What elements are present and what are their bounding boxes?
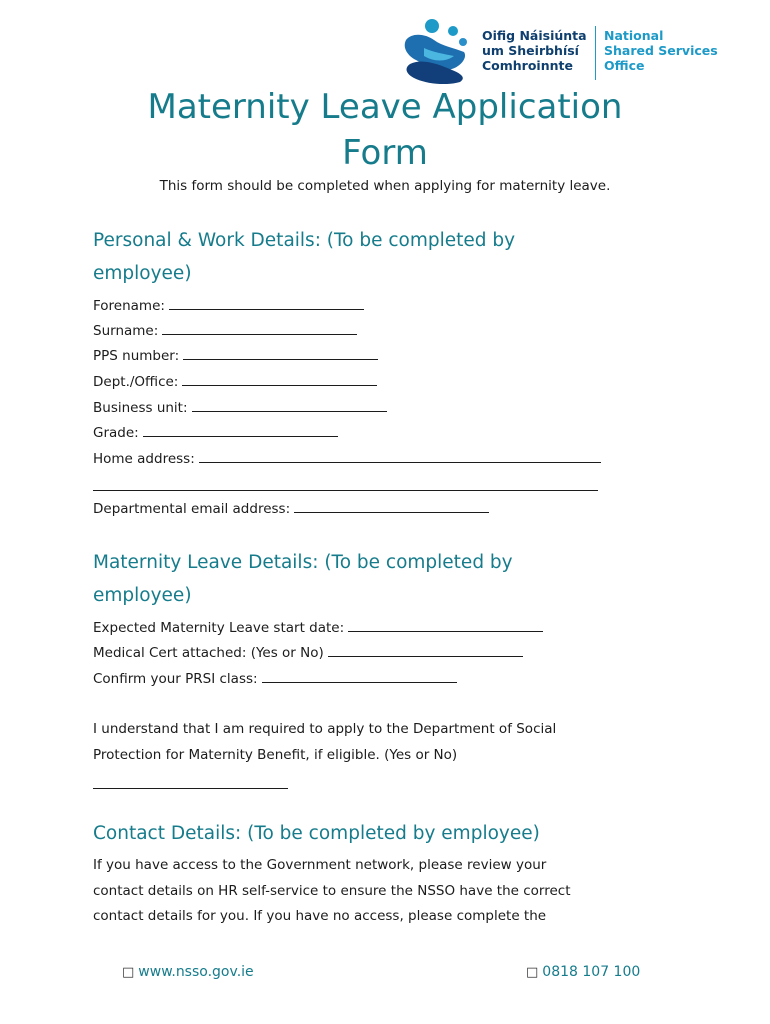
- pps-input[interactable]: [183, 347, 378, 360]
- prsi-label: Confirm your PRSI class:: [93, 671, 258, 687]
- nsso-logo-mark-icon: [402, 18, 472, 84]
- nsso-logo: [402, 18, 722, 88]
- footer-website: [122, 962, 254, 983]
- email-label: Departmental email address:: [93, 501, 291, 517]
- home-address-input-line-2[interactable]: [93, 490, 598, 491]
- surname-input[interactable]: [162, 322, 357, 335]
- home-address-input[interactable]: [199, 450, 601, 463]
- logo-english-name: National Shared Services Office: [604, 28, 718, 73]
- forename-input[interactable]: [169, 297, 364, 310]
- medical-cert-input[interactable]: [328, 644, 523, 657]
- business-unit-field: [93, 399, 387, 417]
- start-date-input[interactable]: [348, 619, 543, 632]
- page-title: Maternity Leave Application Form: [147, 87, 623, 173]
- personal-details-heading: Personal & Work Details: (To be completed by employee): [93, 230, 516, 284]
- medical-cert-label: Medical Cert attached: (Yes or No): [93, 645, 324, 661]
- intro-text: This form should be completed when applying for maternity leave.: [159, 178, 611, 194]
- phone-icon: □: [526, 965, 539, 980]
- email-field: [93, 500, 489, 518]
- contact-details-heading: Contact Details: (To be completed by employee): [93, 823, 540, 844]
- contact-details-text: If you have access to the Government network, please review your contact details on HR self-service to ensure the NSSO have the correct contact details for you. If you have no access, please complete the: [93, 857, 571, 924]
- prsi-input[interactable]: [262, 670, 457, 683]
- business-unit-label: Business unit:: [93, 400, 188, 416]
- web-icon: □: [122, 965, 135, 980]
- logo-divider: [595, 26, 596, 80]
- business-unit-input[interactable]: [192, 399, 387, 412]
- grade-label: Grade:: [93, 425, 139, 441]
- medical-cert-field: [93, 644, 523, 662]
- email-input[interactable]: [294, 500, 489, 513]
- surname-field: [93, 322, 357, 340]
- prsi-field: [93, 670, 457, 688]
- logo-irish-name: Oifig Náisiúnta um Sheirbhísí Comhroinnte: [482, 28, 587, 73]
- benefit-declaration: I understand that I am required to apply to the Department of Social Protection for Maternity Benefit, if eligible. (Yes or No): [93, 721, 557, 763]
- dept-label: Dept./Office:: [93, 374, 179, 390]
- pps-label: PPS number:: [93, 348, 180, 364]
- declaration-input[interactable]: [93, 788, 288, 789]
- forename-field: [93, 297, 364, 315]
- website-link[interactable]: www.nsso.gov.ie: [138, 964, 254, 980]
- home-address-label: Home address:: [93, 451, 195, 467]
- home-address-field: [93, 450, 601, 468]
- grade-field: [93, 424, 338, 442]
- start-date-field: [93, 619, 543, 637]
- pps-field: [93, 347, 378, 365]
- start-date-label: Expected Maternity Leave start date:: [93, 620, 345, 636]
- footer-phone: [526, 962, 640, 983]
- grade-input[interactable]: [143, 424, 338, 437]
- maternity-details-heading: Maternity Leave Details: (To be completed by employee): [93, 552, 513, 606]
- dept-field: [93, 373, 377, 391]
- surname-label: Surname:: [93, 323, 159, 339]
- dept-input[interactable]: [182, 373, 377, 386]
- forename-label: Forename:: [93, 298, 165, 314]
- phone-number: 0818 107 100: [542, 964, 641, 980]
